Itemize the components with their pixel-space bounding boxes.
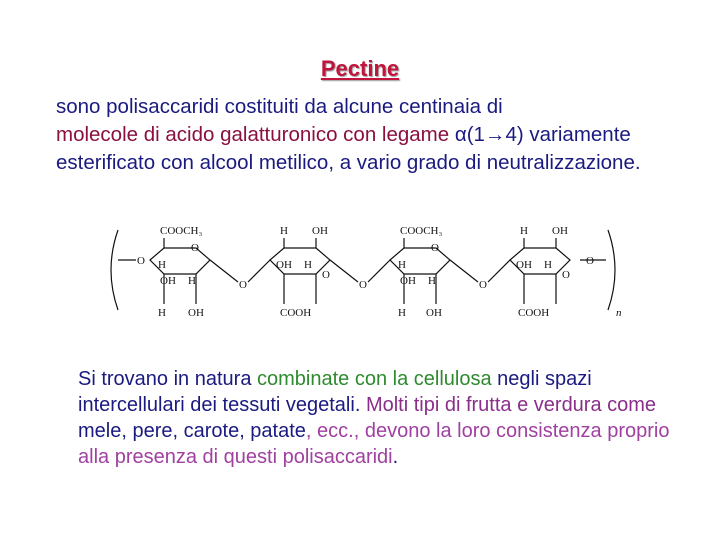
formula-h-top-2: H (520, 225, 528, 237)
page-title: Pectine (320, 56, 400, 81)
bond-close: 4) (505, 123, 524, 146)
intro-line-3: variamente esterificato con alcool metilico, a vario grado di neutralizzazione. (56, 123, 641, 174)
formula-cooch3-1: COOCH₃ (160, 225, 203, 237)
formula-o-link-1: O (239, 279, 247, 291)
bond-open: (1 (466, 123, 485, 146)
formula-h-6: H (544, 259, 552, 271)
formula-oh-6: OH (426, 307, 442, 319)
formula-h-4: H (398, 259, 406, 271)
formula-o-link-2: O (359, 279, 367, 291)
formula-h-2: H (188, 275, 196, 287)
para-segment-4: . (354, 394, 366, 416)
formula-oh-5: OH (188, 307, 204, 319)
formula-oh-top-2: OH (552, 225, 568, 237)
formula-h-5: H (428, 275, 436, 287)
alpha-symbol: α (454, 123, 467, 146)
formula-oh-3: OH (400, 275, 416, 287)
para-segment-1: Si trovano in natura (78, 368, 257, 390)
formula-oh-4: OH (516, 259, 532, 271)
nature-paragraph (78, 366, 688, 470)
formula-h-1: H (158, 259, 166, 271)
intro-text (56, 93, 676, 177)
para-segment-2: combinate con la cellulosa (257, 368, 492, 390)
formula-o-right: O (586, 255, 594, 267)
intro-line-1: sono polisaccaridi costituiti da alcune centinaia di (56, 95, 503, 118)
formula-ring-o-2: O (322, 269, 330, 281)
formula-h-top-1: H (280, 225, 288, 237)
formula-ring-o-3: O (431, 242, 439, 254)
para-segment-5: Molti tipi di frutta e verdura come (365, 394, 657, 416)
pectin-structural-formula (100, 220, 640, 330)
para-segment-3: negli spazi intercellulari dei tessuti vegetali (78, 368, 592, 416)
formula-oh-2: OH (276, 259, 292, 271)
formula-oh-top-1: OH (312, 225, 328, 237)
formula-h-7: H (158, 307, 166, 319)
formula-cooh-2: COOH (518, 307, 550, 319)
formula-n-subscript: n (616, 307, 622, 319)
formula-h-3: H (304, 259, 312, 271)
formula-ring-o-1: O (191, 242, 199, 254)
para-segment-8: . (392, 446, 399, 468)
formula-cooch3-2: COOCH₃ (400, 225, 443, 237)
formula-oh-1: OH (160, 275, 176, 287)
para-segment-6: mele, pere, carote, patate (78, 420, 306, 442)
formula-cooh-1: COOH (280, 307, 312, 319)
formula-h-8: H (398, 307, 406, 319)
formula-o-link-3: O (479, 279, 487, 291)
formula-ring-o-4: O (562, 269, 570, 281)
formula-o-left: O (137, 255, 145, 267)
para-segment-7: , ecc., devono la loro consistenza proprio alla presenza di questi polisaccaridi (78, 420, 670, 468)
arrow-symbol: → (484, 123, 506, 146)
intro-molecule-text: molecole di acido galatturonico con legame (56, 123, 455, 146)
